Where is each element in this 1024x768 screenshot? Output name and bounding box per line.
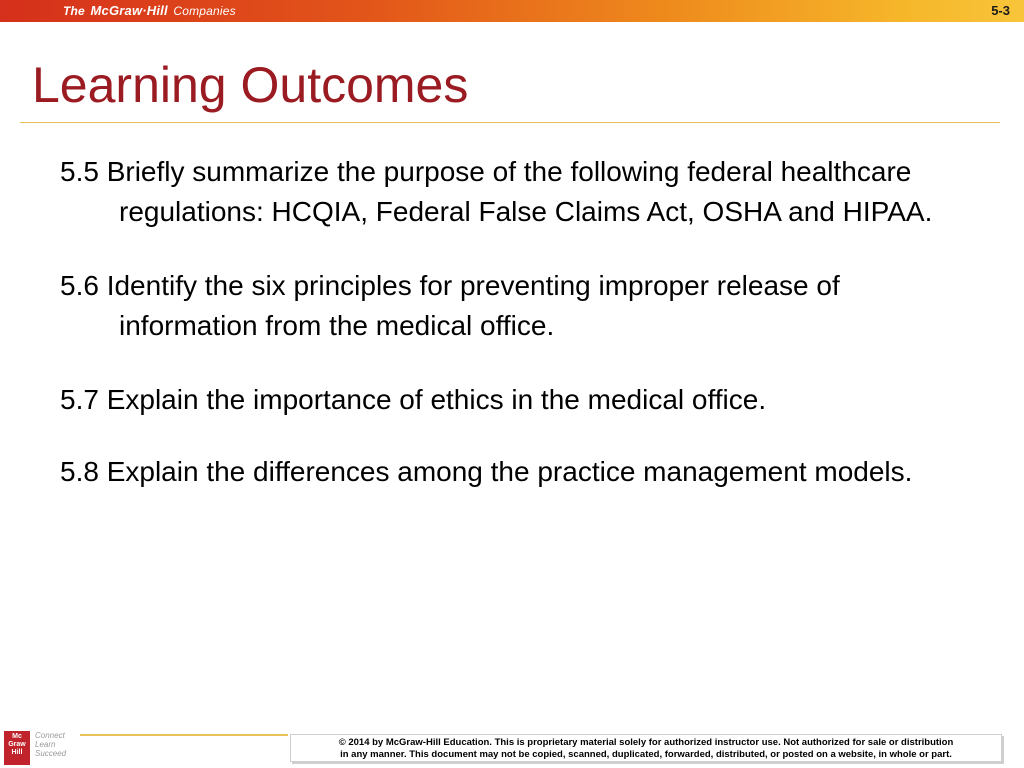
- copyright-notice: [290, 734, 1002, 762]
- tagline-succeed: Succeed: [35, 749, 67, 758]
- footer-divider: [80, 734, 288, 736]
- title-divider: [20, 122, 1000, 123]
- slide-number: 5-3: [991, 3, 1010, 18]
- copyright-line-1: © 2014 by McGraw-Hill Education. This is proprietary material solely for authorized instructor use. Not authorized for sale or distribution: [338, 737, 954, 748]
- publisher-logo: [63, 3, 236, 19]
- mcgraw-hill-logo: [4, 731, 30, 765]
- outcome-5-8: 5.8 Explain the differences among the practice management models.: [60, 456, 913, 487]
- tagline: [35, 731, 66, 758]
- copyright-line-2: in any manner. This document may not be copied, scanned, duplicated, forwarded, distributed, or posted on a website, in whole or part.: [340, 749, 952, 760]
- outcome-5-7: 5.7 Explain the importance of ethics in the medical office.: [60, 384, 767, 415]
- slide-title: Learning Outcomes: [32, 57, 469, 113]
- logo-line-hill: Hill: [11, 749, 23, 756]
- brand-prefix: The: [63, 4, 85, 18]
- header-bar: [0, 0, 1024, 22]
- tagline-learn: Learn: [35, 740, 56, 749]
- logo-line-graw: Graw: [8, 741, 26, 748]
- tagline-connect: Connect: [35, 731, 65, 740]
- brand-name: McGraw·Hill: [90, 3, 168, 18]
- outcomes-list: [60, 152, 960, 526]
- outcome-5-6: 5.6 Identify the six principles for preventing improper release of information from the medical office.: [60, 270, 840, 341]
- logo-line-mc: Mc: [12, 733, 22, 740]
- outcome-5-5: 5.5 Briefly summarize the purpose of the following federal healthcare regulations: HCQIA, Federal False Claims Act, OSHA and HIPAA.: [60, 156, 933, 227]
- brand-suffix: Companies: [173, 4, 236, 18]
